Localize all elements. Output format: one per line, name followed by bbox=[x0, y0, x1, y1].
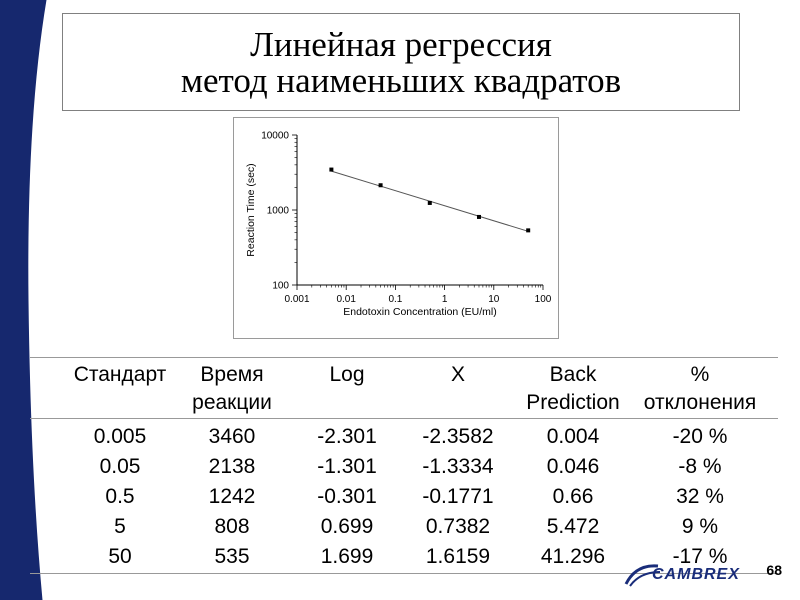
data-point bbox=[379, 183, 383, 187]
header-line: Prediction bbox=[526, 391, 620, 414]
header-cell bbox=[625, 361, 775, 417]
table-cell: 0.7382 bbox=[425, 515, 491, 538]
header-cell bbox=[513, 361, 633, 417]
x-tick-label: 0.1 bbox=[388, 294, 403, 305]
table-cell: 0.5 bbox=[105, 485, 135, 508]
x-tick-label: 100 bbox=[534, 294, 552, 305]
table-cell: 3460 bbox=[208, 425, 256, 448]
header-line: Log bbox=[329, 363, 365, 386]
table-cell: 0.66 bbox=[552, 485, 594, 508]
title-line-2: метод наименьших квадратов bbox=[180, 61, 622, 100]
slide-number: 68 bbox=[766, 562, 782, 578]
x-tick-label: 0.01 bbox=[336, 294, 356, 305]
data-point bbox=[526, 228, 530, 232]
table-cell: 41.296 bbox=[540, 545, 606, 568]
table-cell: 50 bbox=[108, 545, 132, 568]
table-row bbox=[30, 513, 778, 543]
title-box bbox=[62, 13, 740, 111]
table-cell: 2138 bbox=[208, 455, 256, 478]
data-point bbox=[477, 215, 481, 219]
table-cell: 0.046 bbox=[546, 455, 600, 478]
table-cell: -20 % bbox=[672, 425, 728, 448]
title-line-1: Линейная регрессия bbox=[250, 25, 552, 64]
regression-chart bbox=[234, 118, 560, 340]
table-cell: 5.472 bbox=[546, 515, 600, 538]
table-cell: -17 % bbox=[672, 545, 728, 568]
logo-text: CAMBREX bbox=[652, 566, 740, 583]
x-tick-label: 1 bbox=[441, 294, 448, 305]
header-line: Back bbox=[549, 363, 597, 386]
table-cell: -0.1771 bbox=[422, 485, 494, 508]
table-row bbox=[30, 453, 778, 483]
table-row bbox=[30, 483, 778, 513]
table-row bbox=[30, 423, 778, 453]
table-cell: 0.005 bbox=[93, 425, 147, 448]
x-tick-label: 0.001 bbox=[284, 294, 310, 305]
header-line: реакции bbox=[192, 391, 272, 414]
data-table bbox=[30, 357, 778, 574]
chart-frame bbox=[233, 117, 559, 339]
table-cell: -8 % bbox=[678, 455, 722, 478]
cambrex-logo bbox=[622, 560, 740, 590]
header-line: % bbox=[690, 363, 710, 386]
header-cell bbox=[177, 361, 287, 417]
header-line: X bbox=[450, 363, 465, 386]
y-tick-label: 1000 bbox=[266, 205, 289, 217]
table-cell: 808 bbox=[214, 515, 250, 538]
table-cell: 1242 bbox=[208, 485, 256, 508]
table-cell: 32 % bbox=[676, 485, 724, 508]
y-axis-label: Reaction Time (sec) bbox=[245, 163, 257, 257]
table-cell: -1.3334 bbox=[422, 455, 494, 478]
header-line: Стандарт bbox=[73, 363, 167, 386]
table-cell: 9 % bbox=[681, 515, 719, 538]
y-tick-label: 10000 bbox=[261, 130, 289, 142]
x-tick-label: 10 bbox=[488, 294, 500, 305]
header-line: Время bbox=[200, 363, 264, 386]
table-cell: -1.301 bbox=[317, 455, 377, 478]
table-cell: 0.699 bbox=[320, 515, 374, 538]
table-cell: 5 bbox=[114, 515, 126, 538]
header-cell bbox=[302, 361, 392, 389]
data-point bbox=[329, 168, 333, 172]
table-header-row bbox=[30, 358, 778, 419]
table-cell: -0.301 bbox=[317, 485, 377, 508]
table-cell: 1.699 bbox=[320, 545, 374, 568]
header-cell bbox=[55, 361, 185, 389]
table-cell: 535 bbox=[214, 545, 250, 568]
table-cell: 0.004 bbox=[546, 425, 600, 448]
table-cell: -2.301 bbox=[317, 425, 377, 448]
table-cell: -2.3582 bbox=[422, 425, 494, 448]
data-point bbox=[428, 201, 432, 205]
x-axis-label: Endotoxin Concentration (EU/ml) bbox=[343, 306, 497, 318]
table-body bbox=[30, 423, 778, 573]
header-cell bbox=[408, 361, 508, 389]
header-line: отклонения bbox=[643, 391, 757, 414]
table-cell: 1.6159 bbox=[425, 545, 491, 568]
y-tick-label: 100 bbox=[272, 280, 289, 292]
table-cell: 0.05 bbox=[99, 455, 141, 478]
